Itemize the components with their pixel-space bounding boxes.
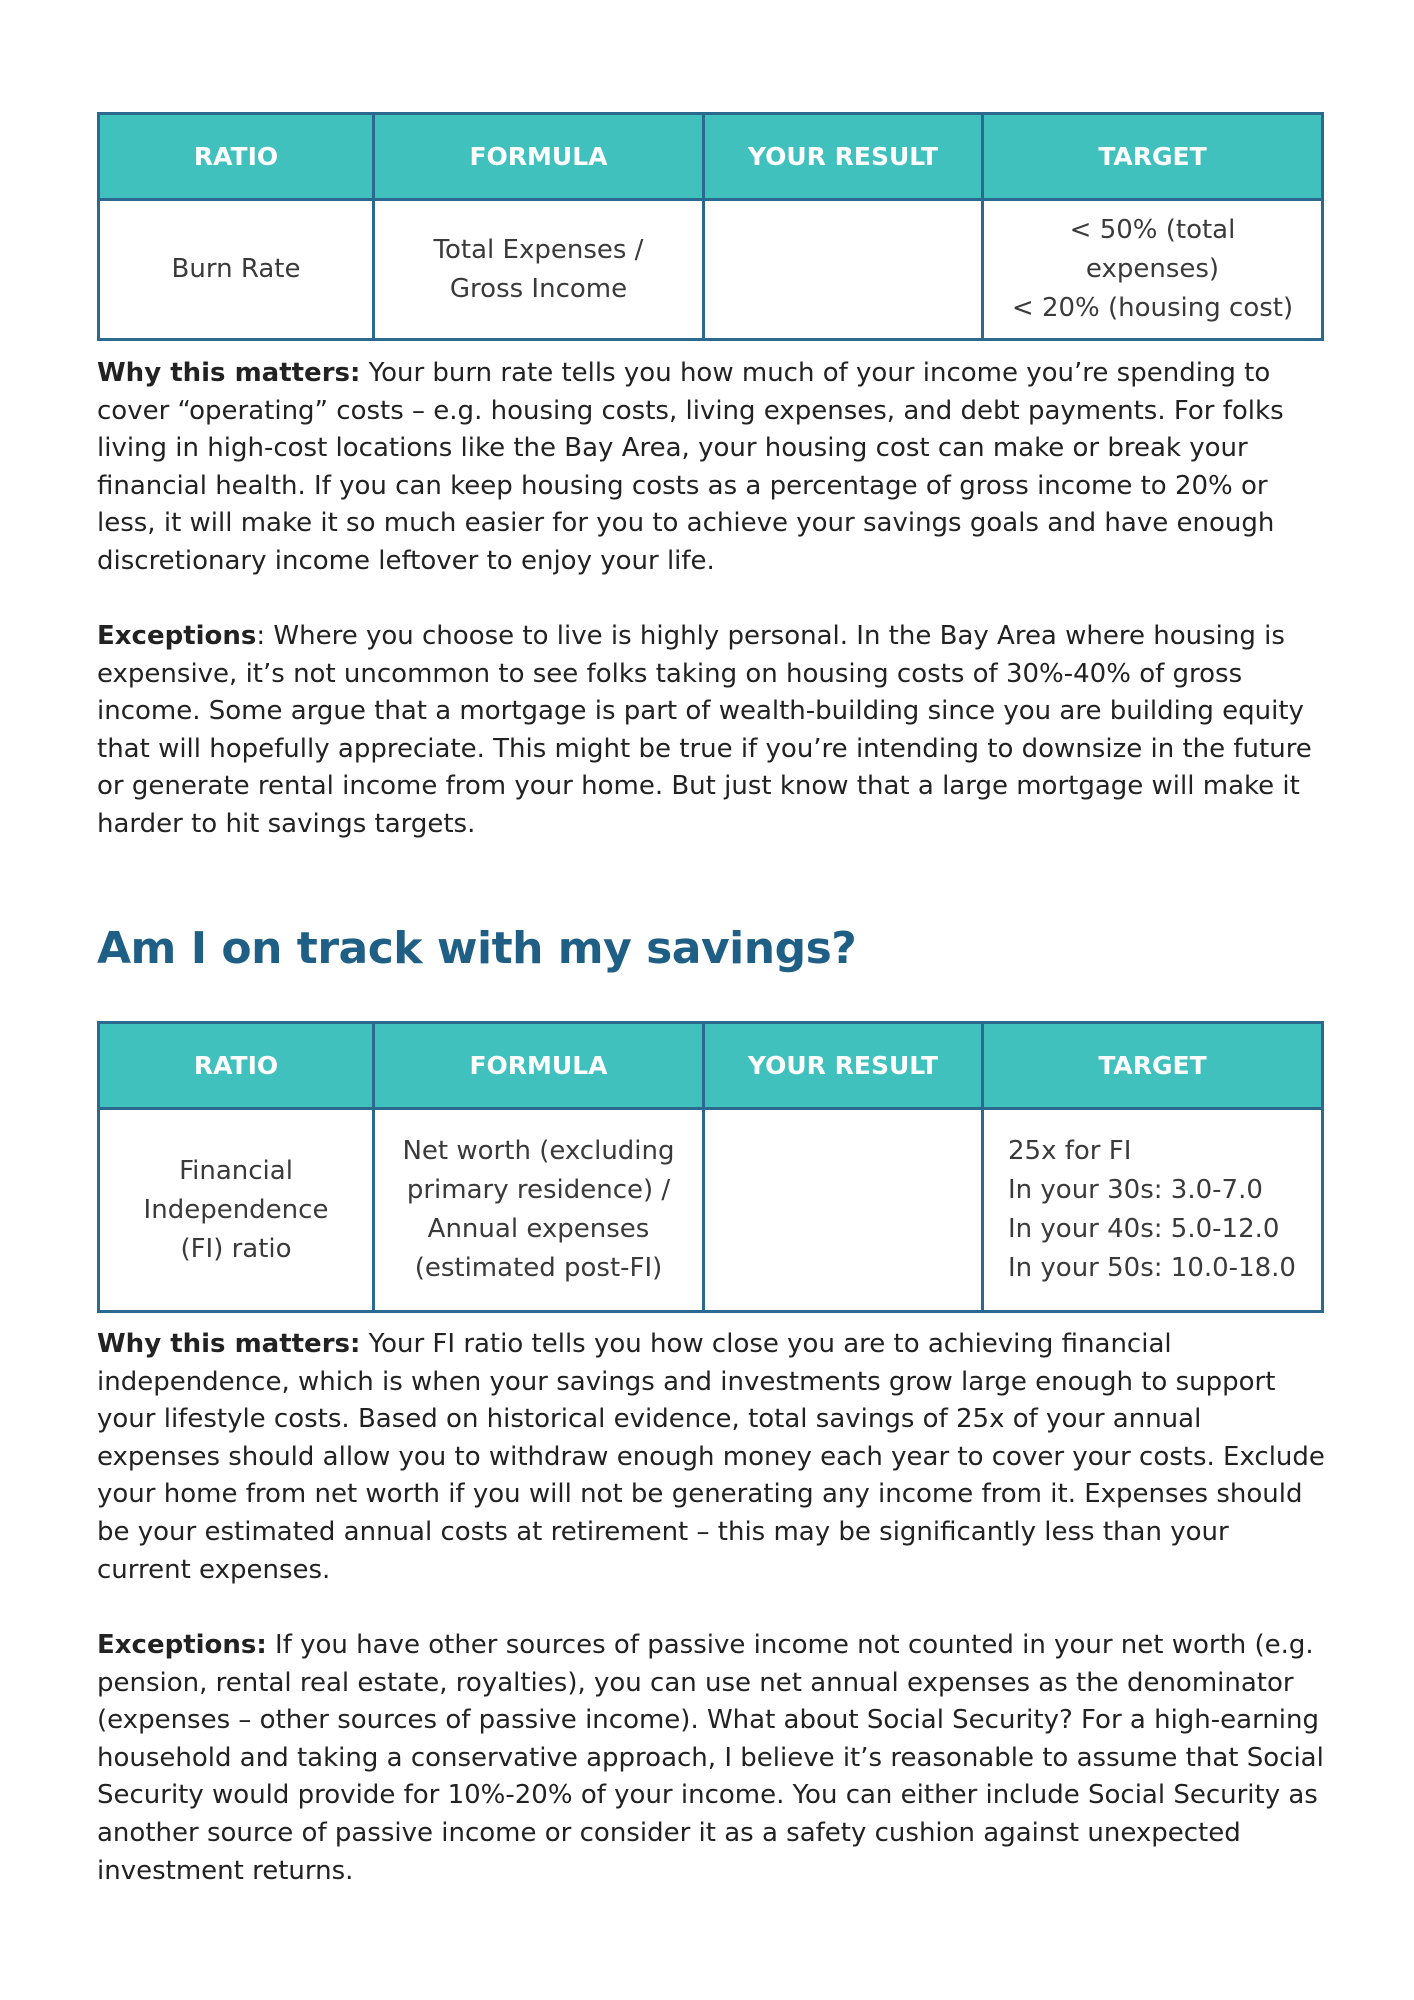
paragraph-text: Your FI ratio tells you how close you are to achieving financial independence, which is when your savings and investments grow large enough to support your lifestyle costs. Based on historical evidence, total savings of 25x of your annual expenses should allow you to withdraw enough money each year to cover your costs. Exclude your home from net worth if you will not be generating any income from it. Expenses should be your estimated annual costs at retirement – this may be significantly less than your current expenses. bbox=[97, 1329, 1325, 1585]
target-cell bbox=[983, 1109, 1323, 1312]
target-line: In your 50s: 10.0-18.0 bbox=[1008, 1253, 1296, 1283]
paragraph-text: If you have other sources of passive income not counted in your net worth (e.g. pension, rental real estate, royalties), you can use net annual expenses as the denominator (expenses – other sources of passive income). What about Social Security? For a high-earning household and taking a conservative approach, I believe it’s reasonable to assume that Social Security would provide for 10%-20% of your income. You can either include Social Security as another source of passive income or consider it as a safety cushion against unexpected investment returns. bbox=[97, 1630, 1324, 1886]
formula-line: (estimated post-FI) bbox=[414, 1253, 663, 1283]
paragraph-label: Exceptions bbox=[97, 621, 257, 651]
target-line: 25x for FI bbox=[1008, 1136, 1132, 1166]
ratio-line: (FI) ratio bbox=[180, 1233, 292, 1264]
formula-line: primary residence) / bbox=[406, 1175, 671, 1205]
formula-cell bbox=[374, 1109, 704, 1312]
paragraph-label: Exceptions: bbox=[97, 1630, 267, 1660]
why-this-matters-paragraph bbox=[97, 355, 1329, 581]
table-header-row bbox=[99, 1023, 1323, 1109]
target-line: < 50% (total expenses) bbox=[1069, 215, 1236, 284]
your-result-cell[interactable] bbox=[704, 1109, 983, 1312]
header-target: TARGET bbox=[983, 1023, 1323, 1109]
fi-ratio-table bbox=[97, 1021, 1324, 1313]
ratio-cell: Burn Rate bbox=[99, 200, 374, 340]
paragraph-text: : Where you choose to live is highly personal. In the Bay Area where housing is expensive, it’s not uncommon to see folks taking on housing costs of 30%-40% of gross income. Some argue that a mortgage is part of wealth-building since you are building equity that will hopefully appreciate. This might be true if you’re intending to downsize in the future or generate rental income from your home. But just know that a large mortgage will make it harder to hit savings targets. bbox=[97, 621, 1312, 839]
your-result-cell[interactable] bbox=[704, 200, 983, 340]
header-your-result: YOUR RESULT bbox=[704, 114, 983, 200]
target-cell bbox=[983, 200, 1323, 340]
paragraph-label: Why this matters: bbox=[97, 1329, 361, 1359]
header-formula: FORMULA bbox=[374, 114, 704, 200]
formula-cell bbox=[374, 200, 704, 340]
paragraph-label: Why this matters: bbox=[97, 358, 361, 388]
header-ratio: RATIO bbox=[99, 114, 374, 200]
header-ratio: RATIO bbox=[99, 1023, 374, 1109]
burn-rate-table bbox=[97, 112, 1324, 341]
target-line: In your 30s: 3.0-7.0 bbox=[1008, 1175, 1263, 1205]
table-row bbox=[99, 200, 1323, 340]
table-row bbox=[99, 1109, 1323, 1312]
formula-line: Gross Income bbox=[449, 273, 628, 304]
table-header-row bbox=[99, 114, 1323, 200]
header-target: TARGET bbox=[983, 114, 1323, 200]
section-heading: Am I on track with my savings? bbox=[97, 923, 857, 974]
header-formula: FORMULA bbox=[374, 1023, 704, 1109]
exceptions-paragraph bbox=[97, 1627, 1329, 1890]
ratio-line: Independence bbox=[143, 1194, 329, 1225]
formula-line: Total Expenses / bbox=[433, 234, 644, 265]
exceptions-paragraph bbox=[97, 618, 1329, 844]
header-your-result: YOUR RESULT bbox=[704, 1023, 983, 1109]
target-line: < 20% (housing cost) bbox=[1011, 293, 1294, 323]
ratio-line: Financial bbox=[179, 1155, 293, 1186]
paragraph-text: Your burn rate tells you how much of your income you’re spending to cover “operating” costs – e.g. housing costs, living expenses, and debt payments. For folks living in high-cost locations like the Bay Area, your housing cost can make or break your financial health. If you can keep housing costs as a percentage of gross income to 20% or less, it will make it so much easier for you to achieve your savings goals and have enough discretionary income leftover to enjoy your life. bbox=[97, 358, 1284, 576]
why-this-matters-paragraph bbox=[97, 1326, 1329, 1589]
formula-line: Net worth (excluding bbox=[402, 1136, 675, 1166]
ratio-cell bbox=[99, 1109, 374, 1312]
formula-line: Annual expenses bbox=[427, 1214, 650, 1244]
target-line: In your 40s: 5.0-12.0 bbox=[1008, 1214, 1280, 1244]
